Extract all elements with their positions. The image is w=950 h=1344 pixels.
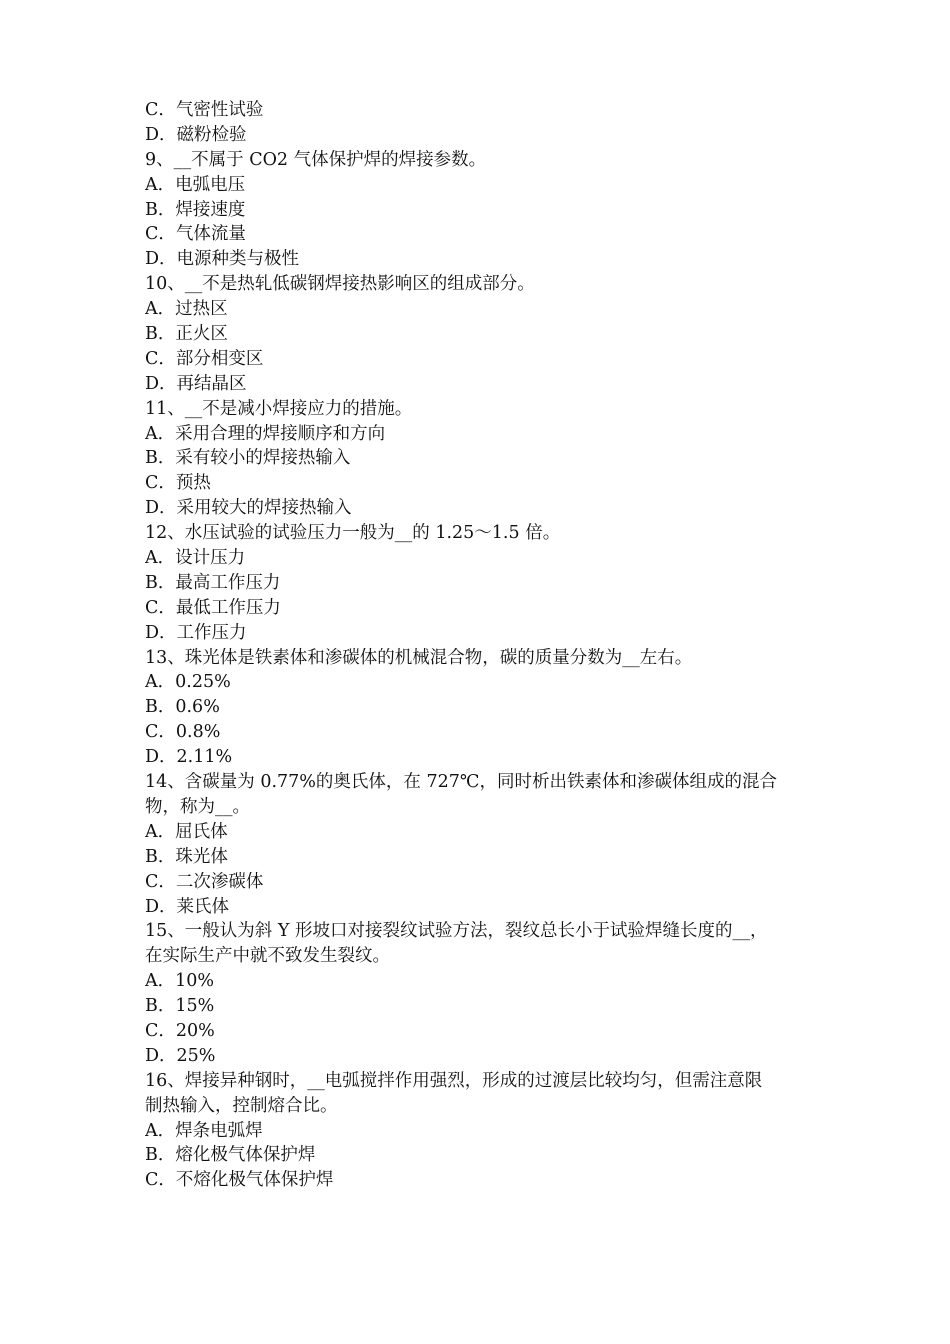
text-line: C．不熔化极气体保护焊 xyxy=(145,1170,334,1191)
text-line: D．25% xyxy=(145,1045,216,1066)
text-line: C．最低工作压力 xyxy=(145,597,281,618)
text-line: D．电源种类与极性 xyxy=(145,249,300,270)
text-line: 制热输入，控制熔合比。 xyxy=(145,1095,338,1116)
text-line: A．屈氏体 xyxy=(145,821,228,842)
text-line: C．预热 xyxy=(145,473,211,494)
text-line: 在实际生产中就不致发生裂纹。 xyxy=(145,946,390,967)
text-line: 14、含碳量为 0.77%的奥氏体，在 727℃，同时析出铁素体和渗碳体组成的混合 xyxy=(145,772,777,793)
text-line: 物，称为__。 xyxy=(145,796,250,817)
text-line: B．焊接速度 xyxy=(145,199,246,220)
text-line: D．莱氏体 xyxy=(145,896,230,917)
text-line: A．0.25% xyxy=(145,672,231,693)
text-line: A．采用合理的焊接顺序和方向 xyxy=(145,423,386,444)
text-line: B．正火区 xyxy=(145,324,228,345)
document-body xyxy=(145,98,815,1193)
text-line: 12、水压试验的试验压力一般为__的 1.25～1.5 倍。 xyxy=(145,523,561,544)
text-line: A．设计压力 xyxy=(145,548,246,569)
text-line: B．最高工作压力 xyxy=(145,572,281,593)
text-line: 16、焊接异种钢时，__电弧搅拌作用强烈，形成的过渡层比较均匀，但需注意限 xyxy=(145,1070,763,1091)
text-line: B．珠光体 xyxy=(145,846,228,867)
text-line: 11、__不是减小焊接应力的措施。 xyxy=(145,398,413,419)
text-line: C．气密性试验 xyxy=(145,100,264,120)
text-line: C．0.8% xyxy=(145,722,221,743)
text-line: A．焊条电弧焊 xyxy=(145,1120,263,1141)
text-line: B．0.6% xyxy=(145,697,220,718)
text-line: 10、__不是热轧低碳钢焊接热影响区的组成部分。 xyxy=(145,274,535,295)
text-line: B．熔化极气体保护焊 xyxy=(145,1145,316,1166)
text-line: D．2.11% xyxy=(145,747,233,768)
text-line: A．10% xyxy=(145,971,215,992)
text-line: D．采用较大的焊接热输入 xyxy=(145,498,352,519)
text-line: D．磁粉检验 xyxy=(145,124,247,145)
text-line: 13、珠光体是铁素体和渗碳体的机械混合物，碳的质量分数为__左右。 xyxy=(145,647,693,668)
text-line: D．工作压力 xyxy=(145,622,247,643)
text-line: C．20% xyxy=(145,1020,215,1041)
text-line: D．再结晶区 xyxy=(145,373,247,394)
text-line: A．过热区 xyxy=(145,299,228,320)
text-line: A．电弧电压 xyxy=(145,174,246,195)
text-line: B．15% xyxy=(145,996,215,1017)
text-line: C．气体流量 xyxy=(145,224,246,245)
text-line: C．二次渗碳体 xyxy=(145,871,264,892)
text-line: 15、一般认为斜 Y 形坡口对接裂纹试验方法，裂纹总长小于试验焊缝长度的__， xyxy=(145,921,768,942)
text-line: B．采有较小的焊接热输入 xyxy=(145,448,351,469)
text-line: 9、__不属于 CO2 气体保护焊的焊接参数。 xyxy=(145,149,487,170)
text-line: C．部分相变区 xyxy=(145,348,264,369)
